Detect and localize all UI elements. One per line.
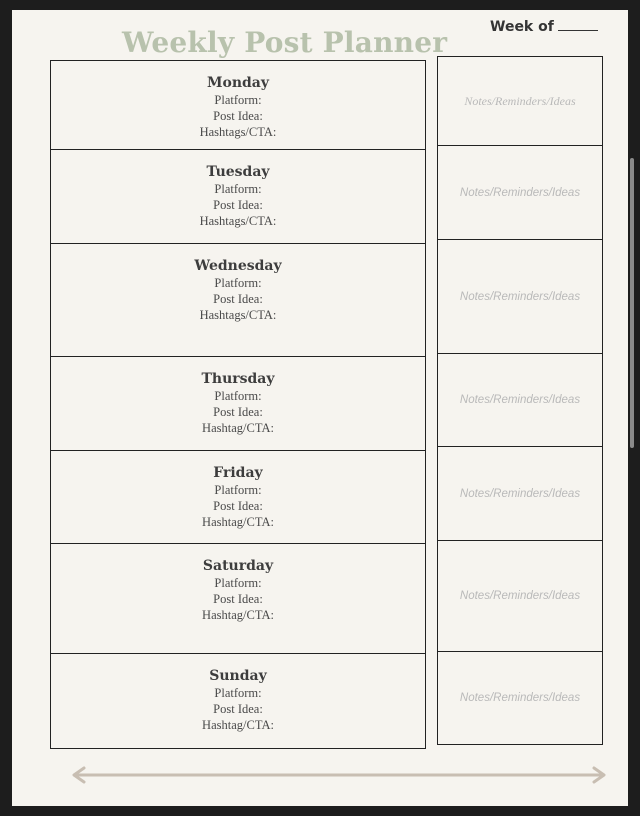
platform-label: Platform: [214,576,262,590]
day-box-friday [50,450,426,544]
notes-placeholder: Notes/Reminders/Ideas [459,487,581,500]
hashtags-label: Hashtags/CTA: [199,308,277,322]
post-idea-label: Post Idea: [213,499,263,513]
post-idea-label: Post Idea: [213,405,263,419]
notes-box-2 [437,145,603,240]
platform-label: Platform: [214,686,262,700]
scrollbar-thumb[interactable] [630,158,634,448]
notes-placeholder: Notes/Reminders/Ideas [459,590,581,602]
day-name: Wednesday [194,258,282,274]
day-name: Saturday [202,558,274,574]
hashtags-label: Hashtag/CTA: [202,515,274,529]
day-box-thursday [50,356,426,451]
day-name: Thursday [201,371,275,387]
double-headed-arrow-icon [70,766,608,784]
platform-label: Platform: [214,276,262,290]
day-name: Tuesday [206,164,270,180]
day-name: Friday [213,465,263,481]
notes-placeholder: Notes/Reminders/Ideas [459,692,581,704]
post-idea-label: Post Idea: [213,198,263,212]
post-idea-label: Post Idea: [213,592,263,606]
notes-placeholder: Notes/Reminders/Ideas [459,290,581,303]
hashtags-label: Hashtags/CTA: [199,214,277,228]
notes-placeholder: Notes/Reminders/Ideas [464,93,576,108]
platform-label: Platform: [214,389,262,403]
day-box-saturday [50,543,426,654]
notes-placeholder: Notes/Reminders/Ideas [459,186,581,199]
post-idea-label: Post Idea: [213,292,263,306]
platform-label: Platform: [214,182,262,196]
notes-box-7 [437,651,603,745]
day-box-wednesday [50,243,426,357]
hashtags-label: Hashtags/CTA: [199,125,277,139]
day-box-monday [50,60,426,150]
week-of-text: Week of [490,19,554,35]
notes-box-1 [437,56,603,146]
notes-box-6 [437,540,603,652]
notes-box-5 [437,446,603,541]
day-box-sunday [50,653,426,749]
post-idea-label: Post Idea: [213,109,263,123]
hashtags-label: Hashtag/CTA: [202,421,274,435]
week-of-label [490,19,598,35]
week-of-blank-line[interactable] [558,19,598,31]
notes-box-4 [437,353,603,447]
planner-page [12,10,628,806]
post-idea-label: Post Idea: [213,702,263,716]
day-name: Monday [206,75,269,91]
page-title: Weekly Post Planner [122,26,448,59]
day-box-tuesday [50,149,426,244]
notes-placeholder: Notes/Reminders/Ideas [459,394,581,406]
hashtags-label: Hashtag/CTA: [202,608,274,622]
day-name: Sunday [209,668,267,684]
hashtags-label: Hashtag/CTA: [202,718,274,732]
platform-label: Platform: [214,483,262,497]
notes-box-3 [437,239,603,354]
platform-label: Platform: [214,93,262,107]
